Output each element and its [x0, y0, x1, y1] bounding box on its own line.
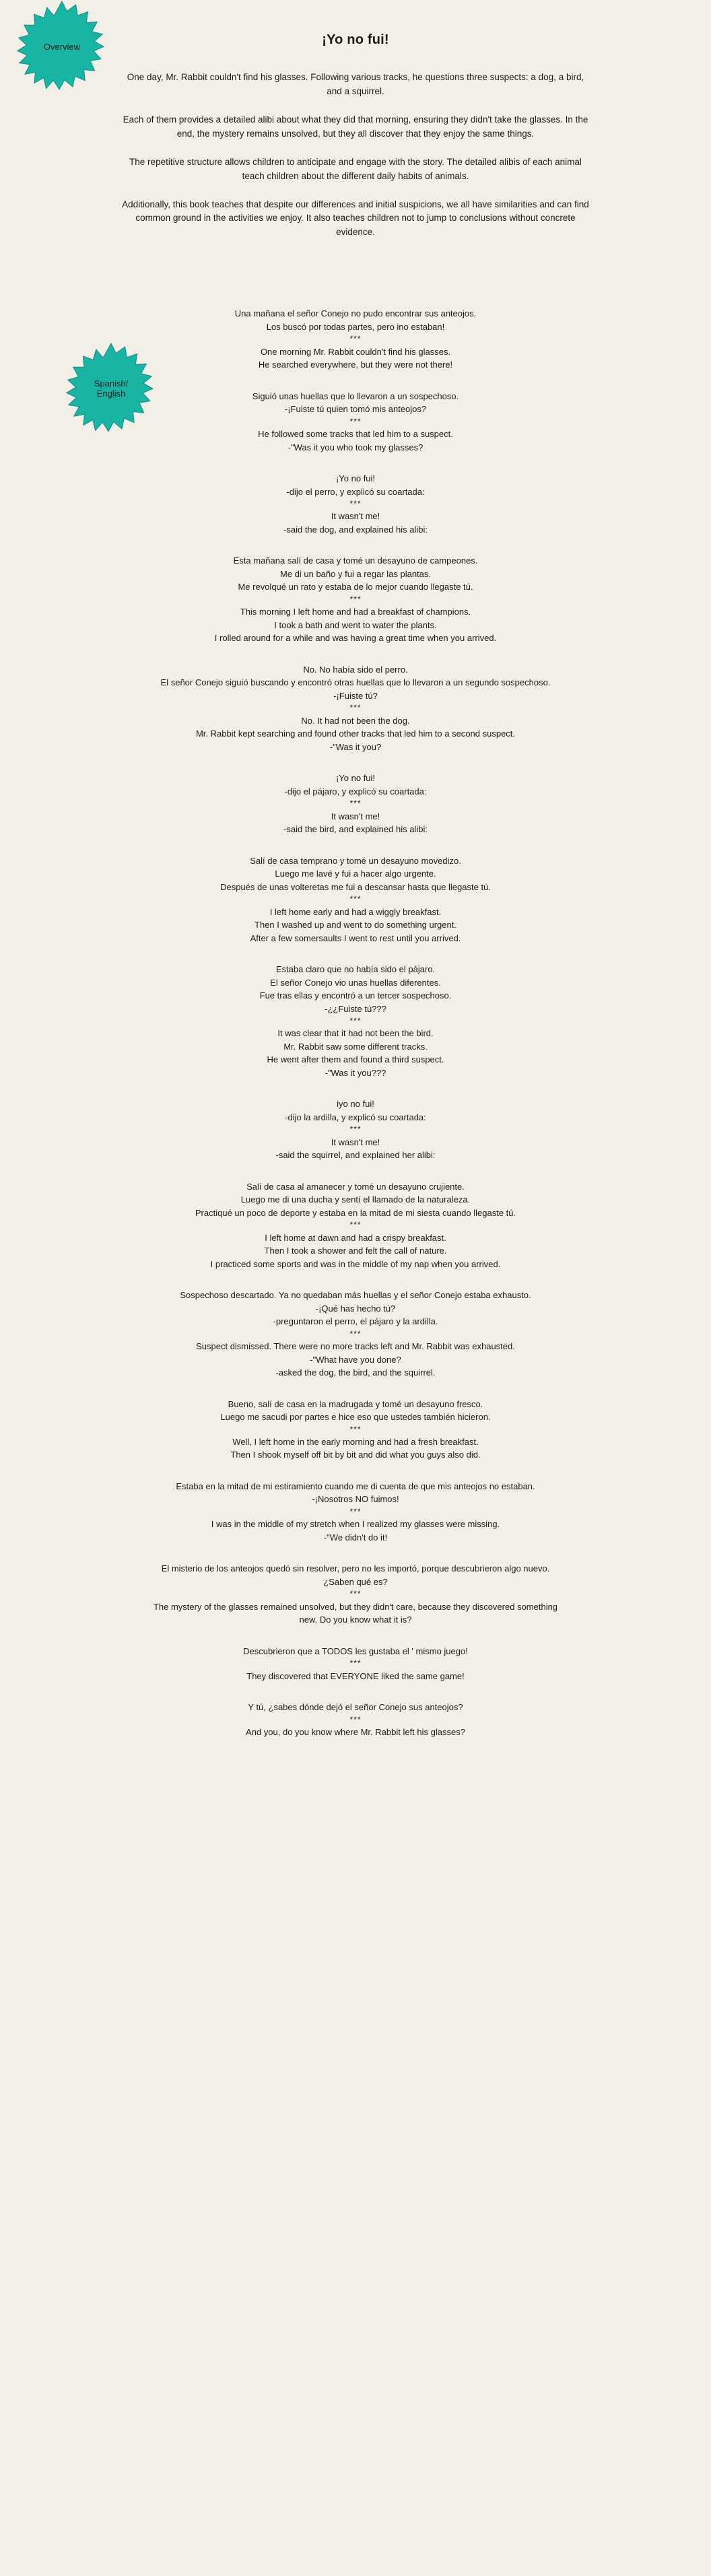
- story-line: I left home early and had a wiggly breakfast.: [269, 906, 442, 917]
- stanza-spanish: [140, 1562, 571, 1588]
- story-line: Mr. Rabbit saw some different tracks.: [283, 1041, 428, 1052]
- stanza-spanish: [140, 1289, 571, 1328]
- story-stanza: [140, 1097, 571, 1161]
- language-badge-label: Spanish/ English: [94, 378, 129, 399]
- story-line: They discovered that EVERYONE liked the same game!: [246, 1670, 465, 1681]
- story-line: Then I washed up and went to do something urgent.: [255, 920, 456, 930]
- stanza-separator: ***: [349, 1328, 362, 1338]
- story-line: -said the squirrel, and explained her alibi:: [275, 1150, 436, 1161]
- story-stanza: [140, 1645, 571, 1683]
- overview-badge: [15, 0, 109, 94]
- story-stanza: [140, 1398, 571, 1462]
- story-line: Los buscó por todas partes, pero ino estaban!: [266, 321, 445, 332]
- story-line: Suspect dismissed. There were no more tracks left and Mr. Rabbit was exhausted.: [196, 1341, 515, 1352]
- stanza-spanish: [140, 390, 571, 416]
- overview-section: [120, 71, 591, 240]
- stanza-english: [140, 1435, 571, 1462]
- story-line: El señor Conejo siguió buscando y encontró otras huellas que lo llevaron a un segundo sospechoso.: [160, 677, 551, 688]
- story-line: ¡Yo no fui!: [335, 473, 376, 484]
- stanza-separator: ***: [349, 1220, 362, 1230]
- story-line: It was clear that it had not been the bird.: [277, 1028, 434, 1039]
- story-line: -¿¿Fuiste tú???: [325, 1003, 386, 1014]
- bilingual-story-section: [140, 307, 571, 1738]
- story-line: -¡Qué has hecho tú?: [315, 1303, 396, 1314]
- stanza-separator: ***: [349, 334, 362, 344]
- story-line: -dijo el perro, y explicó su coartada:: [286, 486, 425, 497]
- story-line: After a few somersaults I went to rest until you arrived.: [250, 933, 461, 943]
- stanza-english: [140, 510, 571, 536]
- story-line: I practiced some sports and was in the middle of my nap when you arrived.: [210, 1258, 501, 1269]
- story-line: Me revolqué un rato y estaba de lo mejor cuando llegaste tú.: [238, 582, 473, 592]
- stanza-spanish: [140, 1180, 571, 1220]
- stanza-spanish: [140, 772, 571, 798]
- story-line: Mr. Rabbit kept searching and found other tracks that led him to a second suspect.: [195, 728, 516, 739]
- story-line: He followed some tracks that led him to a suspect.: [258, 429, 453, 440]
- story-line: I left home at dawn and had a crispy breakfast.: [265, 1232, 446, 1243]
- story-line: ¡Yo no fui!: [335, 773, 376, 784]
- story-line: Luego me lavé y fui a hacer algo urgente.: [275, 869, 436, 879]
- stanza-separator: ***: [349, 894, 362, 904]
- stanza-english: [140, 1231, 571, 1271]
- story-line: Me di un baño y fui a regar las plantas.: [279, 568, 432, 579]
- story-stanza: [140, 390, 571, 454]
- story-line: I rolled around for a while and was having a great time when you arrived.: [214, 633, 497, 644]
- stanza-spanish: [140, 1645, 571, 1658]
- stanza-separator: ***: [349, 1424, 362, 1434]
- story-line: And you, do you know where Mr. Rabbit left his glasses?: [246, 1727, 465, 1738]
- stanza-separator: ***: [349, 1658, 362, 1668]
- story-line: I took a bath and went to water the plants.: [274, 619, 437, 630]
- story-line: Luego me di una ducha y sentí el llamado de la naturaleza.: [240, 1194, 471, 1205]
- stanza-spanish: [140, 554, 571, 594]
- story-line: -said the dog, and explained his alibi:: [283, 524, 428, 535]
- story-stanza: [140, 1701, 571, 1738]
- story-line: No. No había sido el perro.: [303, 664, 408, 675]
- stanza-spanish: [140, 1398, 571, 1424]
- story-line: He searched everywhere, but they were not there!: [258, 360, 453, 370]
- story-line: Siguió unas huellas que lo llevaron a un sospechoso.: [252, 391, 459, 401]
- stanza-english: [140, 906, 571, 945]
- story-stanza: [140, 772, 571, 836]
- story-line: He went after them and found a third suspect.: [267, 1054, 444, 1065]
- stanza-english: [140, 1670, 571, 1683]
- stanza-english: [140, 1136, 571, 1162]
- story-stanza: [140, 1562, 571, 1626]
- stanza-english: [140, 1027, 571, 1079]
- story-line: Una mañana el señor Conejo no pudo encontrar sus anteojos.: [234, 308, 477, 319]
- story-line: -asked the dog, the bird, and the squirrel.: [275, 1367, 436, 1378]
- stanza-english: [140, 714, 571, 754]
- story-line: -"What have you done?: [310, 1354, 401, 1365]
- story-line: Estaba en la mitad de mi estiramiento cuando me di cuenta de que mis anteojos no estaban.: [176, 1481, 535, 1491]
- story-line: -dijo el pájaro, y explicó su coartada:: [284, 786, 427, 796]
- story-stanza: [140, 963, 571, 1079]
- stanza-english: [140, 345, 571, 372]
- story-line: -said the bird, and explained his alibi:: [283, 824, 428, 835]
- story-line: Bueno, salí de casa en la madrugada y tomé un desayuno fresco.: [228, 1398, 483, 1409]
- story-stanza: [140, 1180, 571, 1270]
- story-line: It wasn't me!: [331, 511, 380, 522]
- story-line: Then I took a shower and felt the call of nature.: [264, 1246, 447, 1256]
- stanza-separator: ***: [349, 1506, 362, 1516]
- story-stanza: [140, 663, 571, 753]
- story-line: This morning I left home and had a breakfast of champions.: [240, 607, 471, 617]
- story-stanza: [140, 554, 571, 644]
- overview-paragraph: Additionally, this book teaches that despite our differences and initial suspicions, we all have similarities and can find common ground in the activities we enjoy. It also teaches children not to jump to conclusions without concrete evidence.: [122, 199, 589, 238]
- stanza-separator: ***: [349, 499, 362, 509]
- stanza-spanish: [140, 1701, 571, 1714]
- stanza-spanish: [140, 472, 571, 498]
- story-line: -"We didn't do it!: [323, 1532, 388, 1543]
- story-line: El misterio de los anteojos quedó sin resolver, pero no les importó, porque descubrieron algo nuevo.: [161, 1563, 550, 1574]
- story-line: Practiqué un poco de deporte y estaba en la mitad de mi siesta cuando llegaste tú.: [195, 1207, 516, 1218]
- stanza-english: [140, 1726, 571, 1739]
- story-line: Sospechoso descartado. Ya no quedaban más huellas y el señor Conejo estaba exhausto.: [180, 1290, 531, 1301]
- story-line: ¿Saben qué es?: [323, 1576, 388, 1587]
- stanza-spanish: [140, 307, 571, 333]
- story-stanza: [140, 1289, 571, 1379]
- stanza-separator: ***: [349, 799, 362, 809]
- story-line: It wasn't me!: [331, 1137, 380, 1147]
- story-line: -"Was it you???: [325, 1067, 386, 1078]
- story-stanza: [140, 472, 571, 536]
- story-line: Estaba claro que no había sido el pájaro.: [275, 964, 436, 975]
- story-line: -dijo la ardilla, y explicó su coartada:: [285, 1112, 426, 1122]
- story-line: -"Was it you?: [329, 741, 382, 752]
- story-line: Fue tras ellas y encontró a un tercer sospechoso.: [259, 990, 452, 1001]
- story-line: Salí de casa al amanecer y tomé un desayuno crujiente.: [246, 1181, 465, 1192]
- stanza-spanish: [140, 963, 571, 1015]
- story-stanza: [140, 307, 571, 371]
- page-title: ¡Yo no fui!: [322, 32, 389, 47]
- language-badge: [64, 342, 158, 436]
- story-line: Después de unas volteretas me fui a descansar hasta que llegaste tú.: [220, 881, 491, 892]
- stanza-separator: ***: [349, 1124, 362, 1134]
- stanza-english: [140, 1600, 571, 1627]
- story-line: -¡Nosotros NO fuimos!: [312, 1494, 399, 1505]
- overview-paragraph: Each of them provides a detailed alibi about what they did that morning, ensuring they didn't take the glasses. In the end, the mystery remains unsolved, but they all discover that they enjoy the same things.: [123, 114, 588, 139]
- stanza-spanish: [140, 1480, 571, 1506]
- story-line: iyo no fui!: [337, 1099, 374, 1110]
- story-line: One morning Mr. Rabbit couldn't find his glasses.: [260, 346, 451, 357]
- story-line: -"Was it you who took my glasses?: [287, 442, 424, 452]
- story-line: Well, I left home in the early morning and had a fresh breakfast.: [232, 1436, 479, 1447]
- story-stanza: [140, 854, 571, 945]
- story-line: -¡Fuiste tú quien tomó mis anteojos?: [284, 404, 427, 415]
- overview-paragraph: The repetitive structure allows children to anticipate and engage with the story. The detailed alibis of each animal teach children about the different daily habits of animals.: [129, 156, 582, 181]
- story-line: Esta mañana salí de casa y tomé un desayuno de campeones.: [233, 555, 478, 566]
- stanza-separator: ***: [349, 703, 362, 713]
- story-line: -¡Fuiste tú?: [333, 690, 378, 701]
- stanza-spanish: [140, 1097, 571, 1124]
- stanza-english: [140, 810, 571, 836]
- stanza-english: [140, 605, 571, 645]
- story-stanza: [140, 1480, 571, 1544]
- story-line: Luego me sacudi por partes e hice eso que ustedes también hicieron.: [220, 1412, 491, 1423]
- story-line: Descubrieron que a TODOS les gustaba el ' mismo juego!: [243, 1646, 468, 1656]
- stanza-separator: ***: [349, 1016, 362, 1026]
- story-line: Y tú, ¿sabes dónde dejó el señor Conejo sus anteojos?: [248, 1702, 463, 1713]
- story-line: No. It had not been the dog.: [301, 715, 410, 726]
- stanza-english: [140, 428, 571, 454]
- stanza-separator: ***: [349, 416, 362, 426]
- stanza-spanish: [140, 663, 571, 703]
- story-line: -preguntaron el perro, el pájaro y la ardilla.: [273, 1316, 438, 1327]
- story-line: Then I shook myself off bit by bit and did what you guys also did.: [230, 1450, 481, 1460]
- story-line: It wasn't me!: [331, 811, 380, 821]
- story-line: El señor Conejo vio unas huellas diferentes.: [270, 977, 441, 988]
- overview-badge-label: Overview: [43, 41, 81, 52]
- stanza-english: [140, 1340, 571, 1380]
- story-line: Salí de casa temprano y tomé un desayuno movedizo.: [250, 855, 461, 866]
- stanza-separator: ***: [349, 1589, 362, 1599]
- story-line: new. Do you know what it is?: [299, 1615, 412, 1625]
- story-line: The mystery of the glasses remained unsolved, but they didn't care, because they discovered something: [153, 1601, 558, 1612]
- stanza-english: [140, 1518, 571, 1544]
- story-line: I was in the middle of my stretch when I realized my glasses were missing.: [211, 1519, 500, 1530]
- stanza-separator: ***: [349, 594, 362, 604]
- overview-paragraph: One day, Mr. Rabbit couldn't find his glasses. Following various tracks, he questions three suspects: a dog, a bird, and a squirrel.: [127, 72, 584, 96]
- stanza-spanish: [140, 854, 571, 894]
- stanza-separator: ***: [349, 1714, 362, 1724]
